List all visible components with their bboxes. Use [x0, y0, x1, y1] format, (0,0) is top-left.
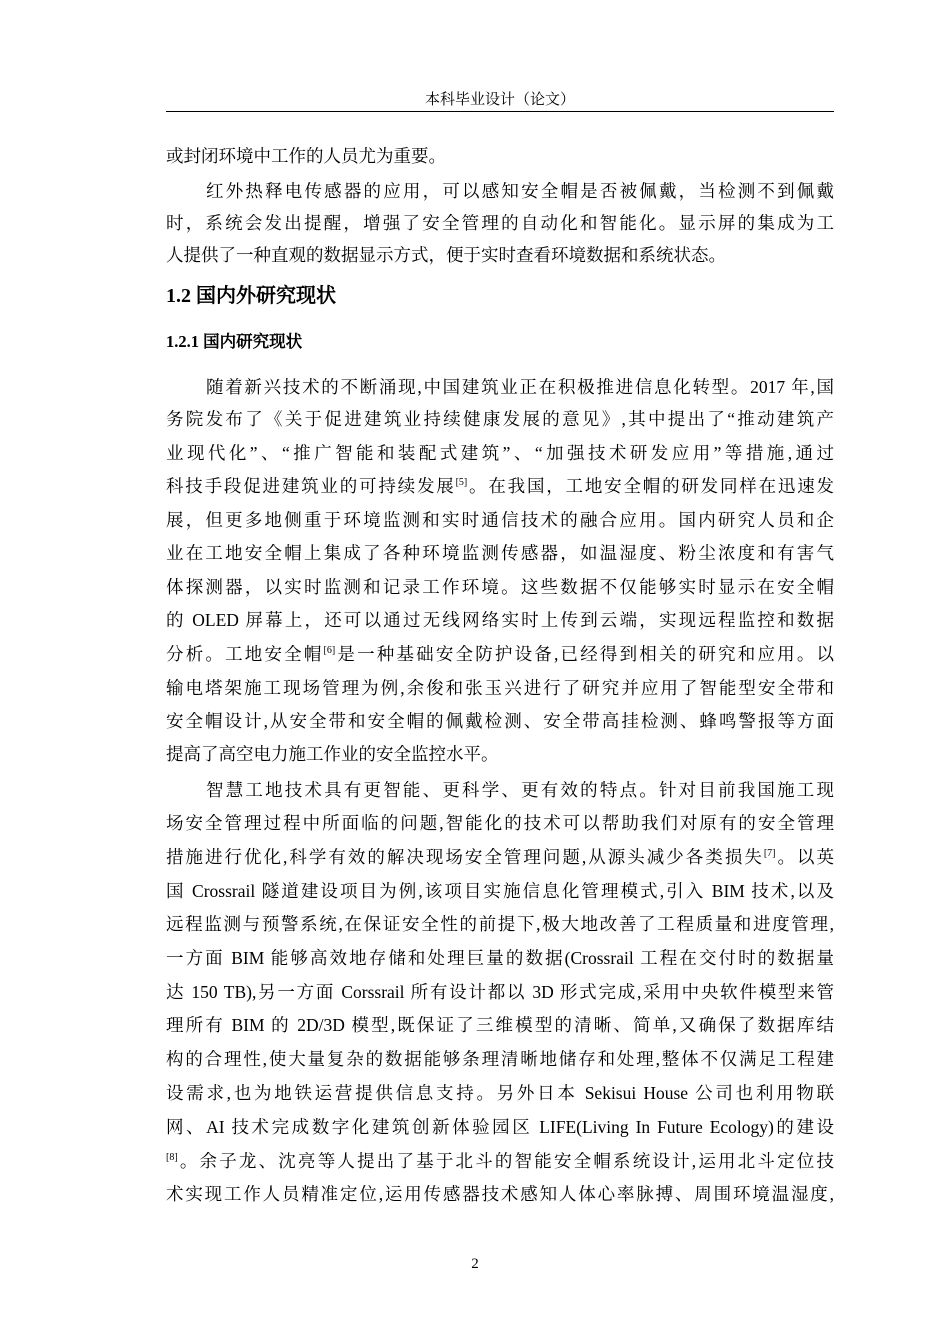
- text-line: 国 Crossrail 隧道建设项目为例,该项目实施信息化管理模式,引入 BIM 技术,以及: [166, 881, 834, 901]
- text-line: 构的合理性,使大量复杂的数据能够条理清晰地储存和处理,整体不仅满足工程建: [166, 1049, 834, 1069]
- citation[interactable]: [7]: [763, 848, 776, 859]
- text-line: 网、AI 技术完成数字化建筑创新体验园区 LIFE(Living In Future Ecology)的建设: [166, 1117, 834, 1137]
- text-line: 随着新兴技术的不断涌现,中国建筑业正在积极推进信息化转型。2017 年,国: [206, 377, 834, 397]
- text-line: 红外热释电传感器的应用，可以感知安全帽是否被佩戴，当检测不到佩戴: [206, 181, 834, 201]
- text-line: 业现代化”、“推广智能和装配式建筑”、“加强技术研发应用”等措施,通过: [166, 443, 834, 463]
- text-segment: 。以英: [775, 847, 835, 867]
- text-line: 安全帽设计,从安全带和安全帽的佩戴检测、安全带高挂检测、蜂鸣警报等方面: [166, 711, 834, 731]
- text-line: [166, 473, 834, 499]
- text-line: 达 150 TB),另一方面 Corssrail 所有设计都以 3D 形式完成,采用中央软件模型来管: [166, 982, 834, 1002]
- text-segment: 科技手段促进建筑业的可持续发展: [166, 476, 456, 496]
- text-line: 时，系统会发出提醒，增强了安全管理的自动化和智能化。显示屏的集成为工: [166, 213, 834, 233]
- subsection-heading: 1.2.1 国内研究现状: [166, 332, 303, 351]
- text-line: 的 OLED 屏幕上，还可以通过无线网络实时上传到云端，实现远程监控和数据: [166, 610, 834, 630]
- text-line: 输电塔架施工现场管理为例,余俊和张玉兴进行了研究并应用了智能型安全带和: [166, 678, 834, 698]
- text-line: 体探测器，以实时监测和记录工作环境。这些数据不仅能够实时显示在安全帽: [166, 577, 834, 597]
- text-line: 一方面 BIM 能够高效地存储和处理巨量的数据(Crossrail 工程在交付时的数据量: [166, 948, 834, 968]
- text-line: [166, 844, 834, 870]
- page-number: 2: [471, 1256, 479, 1272]
- header-rule: [166, 111, 834, 112]
- text-line: 理所有 BIM 的 2D/3D 模型,既保证了三维模型的清晰、简单,又确保了数据库结: [166, 1015, 834, 1035]
- text-line: [166, 1148, 834, 1174]
- citation[interactable]: [6]: [323, 645, 336, 656]
- page-header: 本科毕业设计（论文）: [424, 92, 575, 108]
- text-line: 或封闭环境中工作的人员尤为重要。: [166, 146, 446, 166]
- text-segment: 分析。工地安全帽: [166, 644, 324, 664]
- text-line: [166, 641, 834, 667]
- text-line: 场安全管理过程中所面临的问题,智能化的技术可以帮助我们对原有的安全管理: [166, 813, 834, 833]
- citation[interactable]: [8]: [166, 1152, 178, 1163]
- text-line: 远程监测与预警系统,在保证安全性的前提下,极大地改善了工程质量和进度管理,: [166, 914, 834, 934]
- text-segment: 。在我国，工地安全帽的研发同样在迅速发: [467, 476, 835, 496]
- text-line: 人提供了一种直观的数据显示方式，便于实时查看环境数据和系统状态。: [166, 245, 726, 265]
- text-segment: 措施进行优化,科学有效的解决现场安全管理问题,从源头减少各类损失: [166, 847, 764, 867]
- text-line: 务院发布了《关于促进建筑业持续健康发展的意见》,其中提出了“推动建筑产: [166, 409, 834, 429]
- text-line: 展，但更多地侧重于环境监测和实时通信技术的融合应用。国内研究人员和企: [166, 510, 834, 530]
- text-line: 设需求,也为地铁运营提供信息支持。另外日本 Sekisui House 公司也利用物联: [166, 1083, 834, 1103]
- text-segment: 是一种基础安全防护设备,已经得到相关的研究和应用。以: [335, 644, 835, 664]
- text-line: 业在工地安全帽上集成了各种环境监测传感器，如温湿度、粉尘浓度和有害气: [166, 543, 834, 563]
- citation[interactable]: [5]: [455, 477, 468, 488]
- section-heading: 1.2 国内外研究现状: [166, 285, 336, 307]
- text-line: 智慧工地技术具有更智能、更科学、更有效的特点。针对目前我国施工现: [206, 780, 834, 800]
- text-line: 提高了高空电力施工作业的安全监控水平。: [166, 744, 499, 764]
- text-line: 术实现工作人员精准定位,运用传感器技术感知人体心率脉搏、周围环境温湿度,: [166, 1184, 834, 1204]
- text-segment: 。余子龙、沈亮等人提出了基于北斗的智能安全帽系统设计,运用北斗定位技: [177, 1151, 834, 1171]
